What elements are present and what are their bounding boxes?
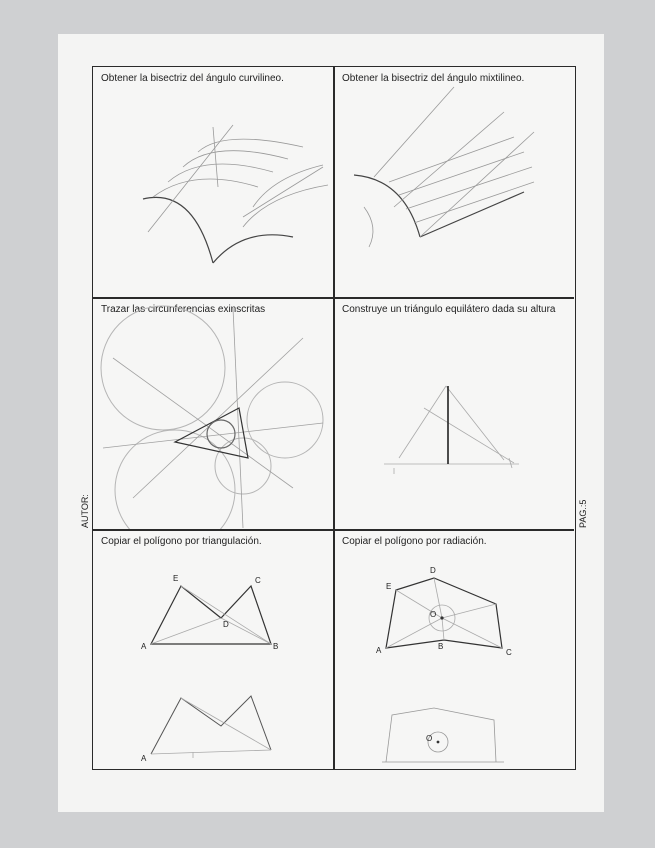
vertex-label-d: D — [430, 566, 436, 575]
cell-poligono-radiacion — [334, 530, 574, 769]
cell-title: Copiar el polígono por triangulación. — [101, 536, 262, 547]
cell-title: Construye un triángulo equilátero dada su altura — [342, 304, 556, 315]
exinscribed-circles-drawing — [93, 298, 333, 529]
cell-triangulo-equilatero — [334, 298, 574, 529]
radiation-drawing — [334, 530, 574, 769]
center-label-o: O — [430, 610, 437, 619]
cell-circunferencias-exinscritas — [93, 298, 333, 529]
vertex-label-e: E — [173, 574, 179, 583]
cell-title: Obtener la bisectriz del ángulo curvilineo. — [101, 73, 284, 84]
exercise-grid — [92, 66, 576, 770]
copy-vertex-label-a: A — [141, 754, 147, 763]
page-number: PAG.:5 — [578, 499, 588, 528]
vertex-label-a: A — [376, 646, 382, 655]
equilateral-triangle-drawing — [334, 298, 574, 529]
copy-center-label-o: O — [426, 734, 433, 743]
cell-poligono-triangulacion — [93, 530, 333, 769]
vertex-label-a: A — [141, 642, 147, 651]
mixtilinear-bisector-drawing — [334, 67, 574, 297]
vertex-label-c: C — [506, 648, 512, 657]
vertex-label-b: B — [438, 642, 444, 651]
cell-bisectriz-curvilineo — [93, 67, 333, 297]
vertex-label-d: D — [223, 620, 229, 629]
cell-title: Trazar las circunferencias exinscritas — [101, 304, 266, 315]
cell-title: Obtener la bisectriz del ángulo mixtilineo. — [342, 73, 525, 84]
vertex-label-e: E — [386, 582, 392, 591]
cell-title: Copiar el polígono por radiación. — [342, 536, 487, 547]
vertex-label-b: B — [273, 642, 279, 651]
cell-bisectriz-mixtilineo — [334, 67, 574, 297]
author-label: AUTOR: — [80, 494, 90, 528]
triangulation-drawing — [93, 530, 333, 769]
curvilinear-bisector-drawing — [93, 67, 333, 297]
vertex-label-c: C — [255, 576, 261, 585]
